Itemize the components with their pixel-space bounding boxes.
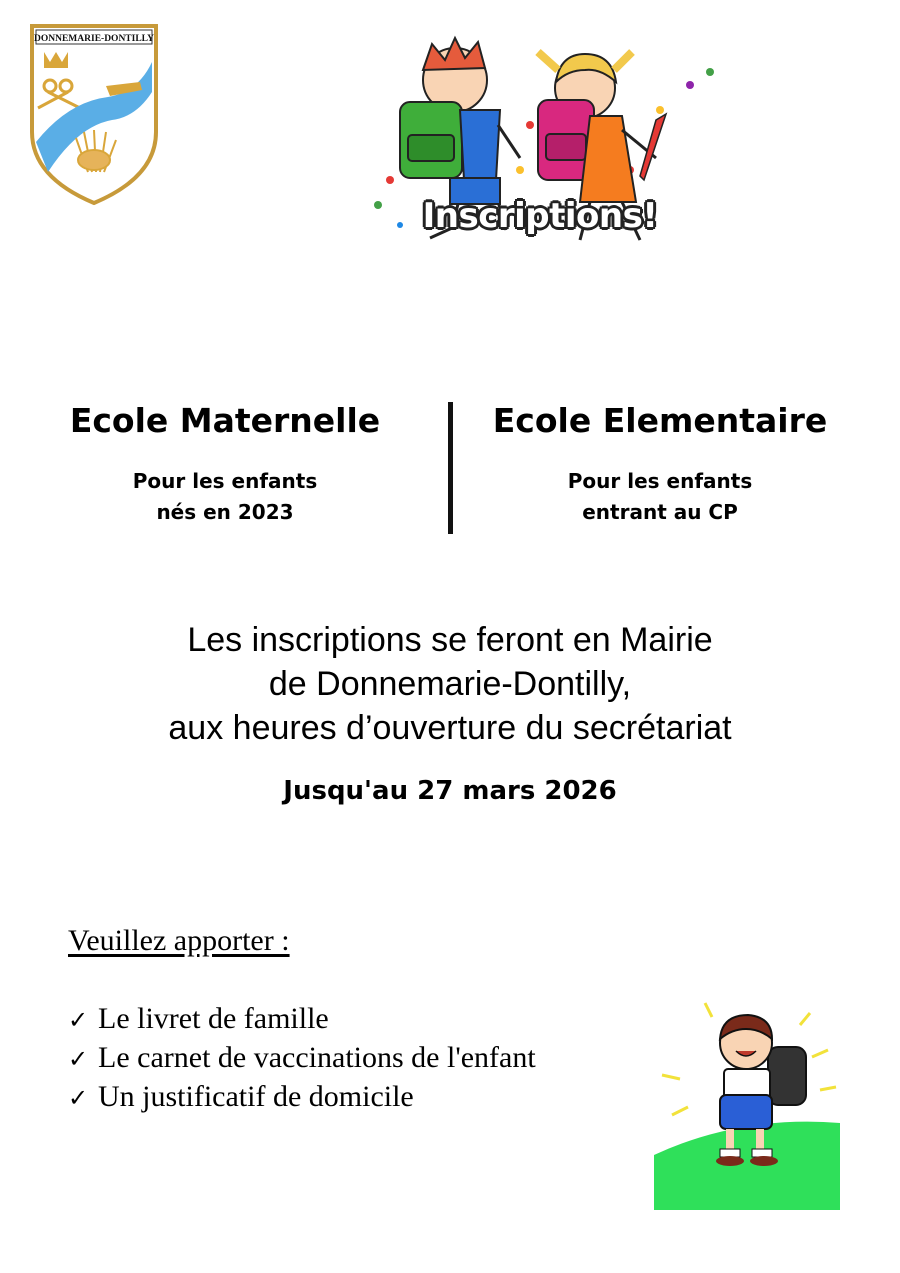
school-title: Ecole Elementaire (492, 401, 828, 440)
boy-with-backpack-icon (650, 995, 842, 1210)
school-subtitle-line: entrant au CP (582, 500, 738, 524)
list-item-label: Le livret de famille (98, 1002, 329, 1035)
school-subtitle (45, 466, 405, 528)
list-item (68, 1078, 536, 1117)
inscriptions-banner: Inscriptions! (422, 196, 658, 236)
list-item (68, 1039, 536, 1078)
town-crest-icon (28, 22, 160, 207)
check-icon: ✓ (68, 1045, 89, 1073)
bring-list (68, 1000, 536, 1117)
check-icon: ✓ (68, 1084, 89, 1112)
list-item (68, 1000, 536, 1039)
school-subtitle-line: Pour les enfants (567, 469, 753, 493)
school-subtitle-line: Pour les enfants (132, 469, 318, 493)
registration-info (100, 618, 800, 750)
registration-info-line: de Donnemarie-Dontilly, (268, 665, 632, 703)
registration-info-line: aux heures d’ouverture du secrétariat (168, 709, 732, 747)
crest-label: DONNEMARIE-DONTILLY (34, 34, 154, 44)
school-title: Ecole Maternelle (69, 401, 381, 440)
column-divider (448, 402, 453, 534)
registration-info-line: Les inscriptions se feront en Mairie (187, 621, 713, 659)
deadline: Jusqu'au 27 mars 2026 (283, 776, 617, 806)
school-maternelle (45, 400, 405, 528)
school-subtitle-line: nés en 2023 (156, 500, 294, 524)
school-elementaire (480, 400, 840, 528)
school-subtitle (480, 466, 840, 528)
bring-title: Veuillez apporter : (68, 924, 290, 957)
list-item-label: Le carnet de vaccinations de l'enfant (98, 1041, 536, 1074)
check-icon: ✓ (68, 1006, 89, 1034)
list-item-label: Un justificatif de domicile (98, 1080, 414, 1113)
